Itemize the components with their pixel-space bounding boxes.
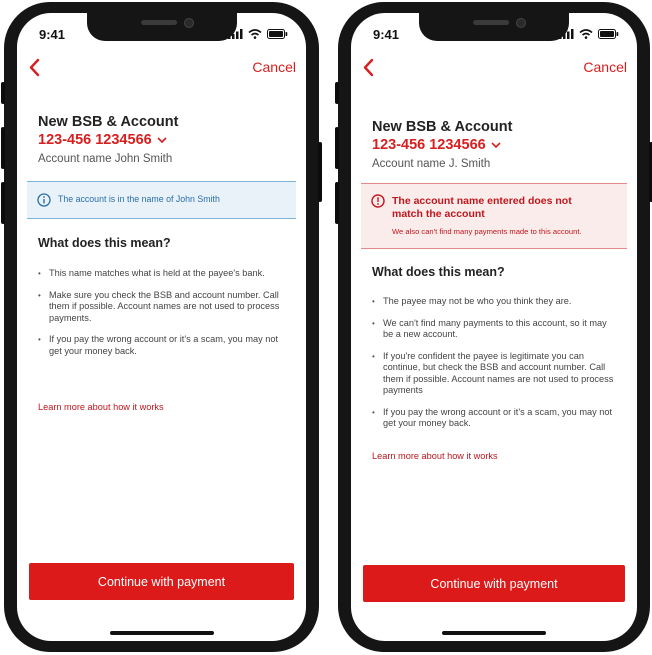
home-indicator (442, 631, 546, 635)
payee-title: New BSB & Account (372, 119, 513, 135)
account-number: 123-456 1234566 (38, 132, 152, 148)
signal-icon (228, 29, 243, 39)
account-selector[interactable] (38, 132, 178, 148)
list-item: • Make sure you check the BSB and account number. Call them if possible. Account names are not used to process payments. (38, 290, 288, 325)
list-item: • This name matches what is held at the payee's bank. (38, 268, 288, 280)
learn-more-link[interactable]: Learn more about how it works (38, 402, 164, 412)
screen (351, 13, 637, 641)
account-name: Account name J. Smith (372, 158, 491, 170)
error-banner-subtitle: We also can't find many payments made to this account. (392, 227, 582, 236)
home-indicator (110, 631, 214, 635)
info-banner-text: The account is in the name of John Smith (58, 194, 220, 204)
speaker (141, 20, 177, 25)
wifi-icon (248, 29, 262, 39)
power-button (318, 142, 322, 202)
status-time: 9:41 (39, 27, 66, 42)
account-name: Account name John Smith (38, 153, 173, 165)
volume-up-button (1, 127, 5, 169)
volume-down-button (1, 182, 5, 224)
phone-left (4, 2, 319, 652)
payee-details (38, 114, 178, 165)
continue-button[interactable]: Continue with payment (363, 565, 625, 602)
list-item: • If you pay the wrong account or it's a scam, you may not get your money back. (38, 334, 288, 357)
cancel-button[interactable]: Cancel (252, 59, 296, 75)
account-number: 123-456 1234566 (372, 137, 486, 153)
speaker (473, 20, 509, 25)
chevron-down-icon (491, 141, 501, 149)
phone-right (338, 2, 650, 652)
payee-title: New BSB & Account (38, 114, 179, 130)
status-bar (39, 27, 288, 45)
mute-switch (335, 82, 339, 104)
back-button[interactable] (25, 55, 51, 81)
continue-button[interactable]: Continue with payment (29, 563, 294, 600)
section-heading: What does this mean? (38, 236, 171, 250)
alert-icon (371, 194, 385, 208)
learn-more-link[interactable]: Learn more about how it works (372, 451, 498, 461)
nav-bar (25, 55, 296, 83)
section-heading: What does this mean? (372, 265, 505, 279)
status-bar (373, 27, 619, 45)
status-time: 9:41 (373, 27, 400, 42)
error-banner (361, 183, 627, 249)
battery-icon (267, 29, 288, 39)
info-icon (37, 193, 51, 207)
mute-switch (1, 82, 5, 104)
chevron-left-icon (25, 55, 51, 81)
explanation-list (372, 296, 619, 430)
info-banner (27, 181, 296, 219)
cancel-button[interactable]: Cancel (583, 59, 627, 75)
list-item: • We can't find many payments to this account, so it may be a new account. (372, 318, 619, 341)
back-button[interactable] (359, 55, 385, 81)
chevron-down-icon (157, 136, 167, 144)
explanation-list (38, 268, 288, 357)
volume-down-button (335, 182, 339, 224)
wifi-icon (579, 29, 593, 39)
screen (17, 13, 306, 641)
list-item: • If you're confident the payee is legitimate you can continue, but check the BSB and account number. Call them if possible. Account names are not used to process payments (372, 351, 619, 397)
battery-icon (598, 29, 619, 39)
volume-up-button (335, 127, 339, 169)
error-banner-title: The account name entered does not match the account (392, 195, 572, 220)
list-item: • The payee may not be who you think they are. (372, 296, 619, 308)
chevron-left-icon (359, 55, 385, 81)
nav-bar (359, 55, 627, 83)
account-selector[interactable] (372, 137, 512, 153)
list-item: • If you pay the wrong account or it's a scam, you may not get your money back. (372, 407, 619, 430)
signal-icon (559, 29, 574, 39)
payee-details (372, 119, 512, 170)
